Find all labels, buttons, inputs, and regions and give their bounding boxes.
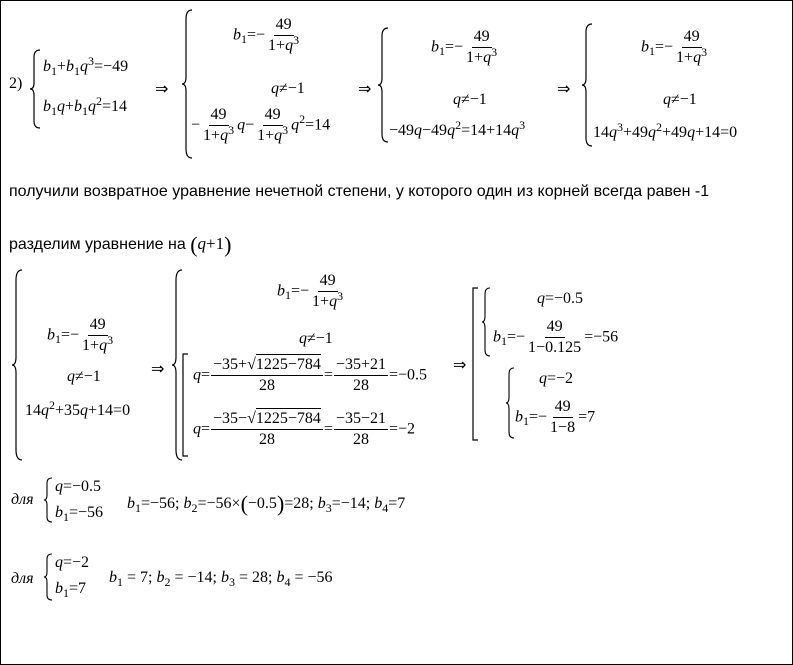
sysB-condition: q≠−1 [453, 91, 487, 108]
implies-arrow: ⇒ [155, 79, 169, 98]
brace-case-2 [505, 367, 515, 439]
case2-b1: $b_1=-$ $\frac{49}{1-8}$ =7 [515, 398, 596, 436]
result1-b1: $b_1=-56$ [55, 504, 104, 524]
brace-system-c [581, 23, 593, 147]
result1-terms: $b_1=-56$; $b_2=-56\times(-0.5)=28$; $b_3=-14$; $b_4=7$ [127, 491, 406, 516]
sysC-equation: $14q^3+49q^2+49q+14=0$ [593, 120, 738, 141]
sysB-equation: $-49q-49q^2=14+14q^3$ [389, 118, 526, 139]
result2-terms: $b_1 = 7$; $b_2 = -14$; $b_3 = 28$; $b_4 = -56$ [109, 569, 333, 589]
system1-eq1: $b_1+b_1q^3=-49$ [43, 54, 129, 78]
result2-b1: $b_1=7$ [55, 580, 87, 600]
sysC-b1: $b_1=-$ $\frac{49}{1+q^3}$ [641, 28, 708, 66]
explanation-text: получили возвратное уравнение нечетной степени, у которого один из корней всегда равен -1 [9, 183, 710, 200]
implies-arrow: ⇒ [453, 355, 467, 374]
case1-q: q=−0.5 [537, 290, 584, 307]
implies-arrow: ⇒ [151, 359, 165, 378]
bracket-cases [471, 287, 479, 441]
implies-arrow: ⇒ [557, 79, 571, 98]
case2-q: q=−2 [539, 370, 574, 387]
sysA-condition: q≠−1 [271, 80, 305, 97]
left-b1: $b_1=-$ $\frac{49}{1+q^3}$ [47, 316, 114, 354]
mid-condition: q≠−1 [299, 330, 333, 347]
brace-result-1 [43, 477, 53, 523]
result2-q: q=−2 [55, 554, 90, 571]
sysB-b1: $b_1=-$ $\frac{49}{1+q^3}$ [431, 28, 498, 66]
root-1: q= $\frac{-35+√1225-784}{28}$ = $\frac{-35+21}{28}$ =−0.5 [193, 356, 428, 394]
result1-q: q=−0.5 [55, 478, 102, 495]
brace-system-b [377, 27, 389, 143]
brace-left-system [11, 269, 23, 461]
implies-arrow: ⇒ [358, 79, 372, 98]
case1-b1: $b_1=-$ $\frac{49}{1-0.125}$ =−56 [493, 318, 619, 356]
divide-text: разделим уравнение на (q+1) [9, 232, 232, 257]
bracket-roots [181, 353, 189, 457]
for-label: для [11, 570, 34, 587]
left-condition: q≠−1 [67, 368, 101, 385]
sysA-b1: $b_1=-$ $\frac{49}{1+q^3}$ [233, 16, 300, 54]
left-quadratic: $14q^2+35q+14=0$ [25, 398, 131, 419]
sysC-condition: q≠−1 [663, 91, 697, 108]
brace-result-2 [43, 553, 53, 601]
problem-number: 2) [9, 75, 23, 92]
brace-system-1 [29, 49, 41, 129]
sysA-equation: − $\frac{49}{1+q^3}$ q− $\frac{49}{1+q^3}$ $q^2=14$ [191, 106, 331, 144]
for-label: для [11, 491, 34, 508]
system1-eq2: $b_1q+b_1q^2=14$ [43, 94, 128, 118]
brace-case-1 [481, 287, 491, 357]
mid-b1: $b_1=-$ $\frac{49}{1+q^3}$ [277, 272, 344, 310]
root-2: q= $\frac{-35-√1225-784}{28}$ = $\frac{-35-21}{28}$ =−2 [193, 410, 416, 448]
